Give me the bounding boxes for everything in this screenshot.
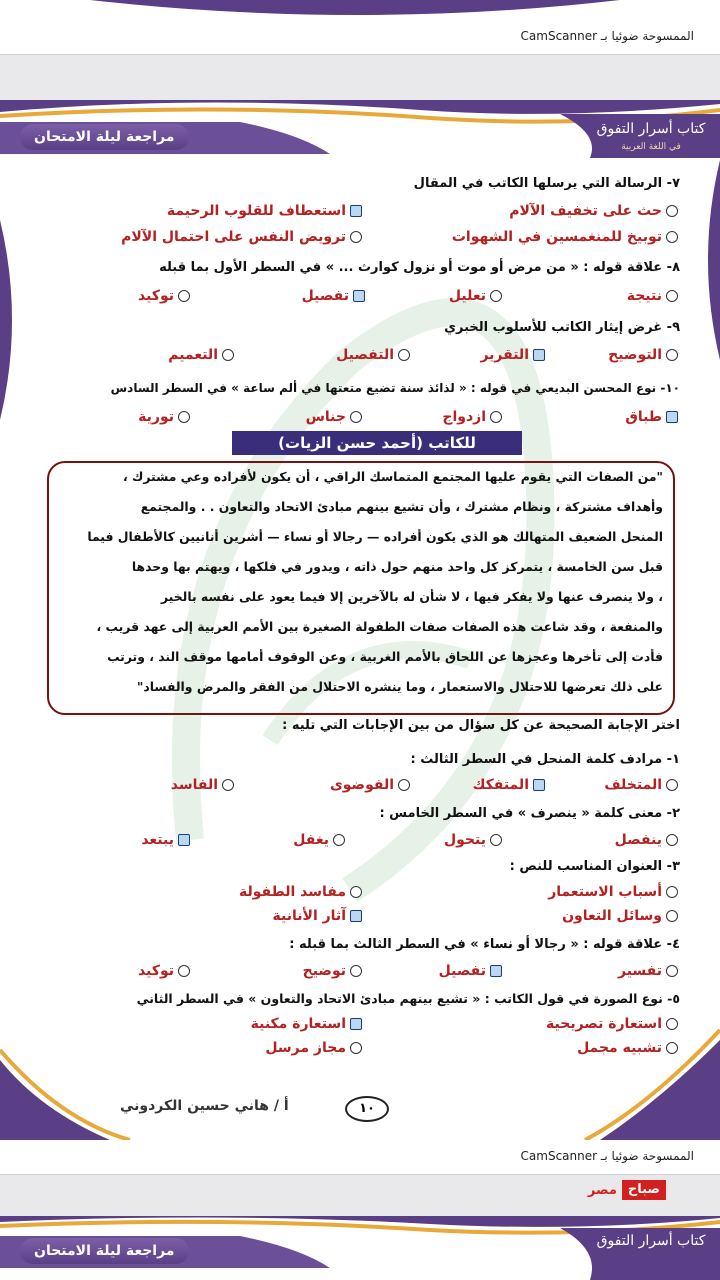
q8-option-a[interactable]: نتيجة xyxy=(627,288,678,304)
radio-icon[interactable] xyxy=(666,290,678,302)
qb3-option-b[interactable]: مفاسد الطفولة xyxy=(239,884,362,900)
footer-decoration xyxy=(0,1020,720,1140)
passage-line: قبل سن الخامسة ، يتمركز كل واحد منهم حول ذاته ، ويدور في فلكها ، ويهتم بها وحدها xyxy=(131,559,663,574)
book-logo xyxy=(596,120,706,164)
radio-selected-icon[interactable] xyxy=(353,290,365,302)
qb4-option-a[interactable]: تفسير xyxy=(618,963,678,979)
radio-icon[interactable] xyxy=(178,290,190,302)
question-9-stem: ٩- غرض إيثار الكاتب للأسلوب الخبري xyxy=(444,320,680,335)
q9-option-d[interactable]: التعميم xyxy=(168,347,234,363)
radio-icon[interactable] xyxy=(666,965,678,977)
qb5-option-a[interactable]: استعارة تصريحية xyxy=(546,1016,678,1032)
book-logo xyxy=(596,1232,706,1276)
qb1-option-c[interactable]: الفوضوى xyxy=(330,777,410,793)
qb4-option-d[interactable]: توكيد xyxy=(138,963,190,979)
q7-option-a[interactable]: حث على تخفيف الآلام xyxy=(509,203,678,219)
q9-option-b[interactable]: التقرير xyxy=(480,347,545,363)
passage-line: وأهداف مشتركة ، ونظام مشترك ، وأن تشيع بينهم مبادئ الاتحاد والتعاون . . والمجتمع xyxy=(140,499,663,514)
q8-option-b[interactable]: تعليل xyxy=(449,288,502,304)
header-band xyxy=(0,114,720,158)
radio-icon[interactable] xyxy=(666,1042,678,1054)
qb1-option-b[interactable]: المتفكك xyxy=(473,777,545,793)
site-name-b: مصر xyxy=(587,1182,617,1198)
review-title: مراجعة ليلة الامتحان xyxy=(20,1238,189,1264)
next-page-remnant xyxy=(0,1216,720,1280)
scanner-caption-bar xyxy=(0,20,720,55)
passage-line: والمنفعة ، وقد شاعت هذه الصفات صفات الطفولة الصغيرة بين الأمم العربية إلى عهد قريب ، xyxy=(96,619,663,634)
radio-selected-icon[interactable] xyxy=(533,349,545,361)
radio-icon[interactable] xyxy=(350,411,362,423)
radio-icon[interactable] xyxy=(666,1018,678,1030)
radio-icon[interactable] xyxy=(398,349,410,361)
radio-selected-icon[interactable] xyxy=(350,910,362,922)
q7-option-b[interactable]: استعطاف للقلوب الرحيمة xyxy=(167,203,362,219)
radio-icon[interactable] xyxy=(666,779,678,791)
radio-selected-icon[interactable] xyxy=(350,1018,362,1030)
radio-icon[interactable] xyxy=(398,779,410,791)
qb2-option-d[interactable]: يبتعد xyxy=(141,832,190,848)
question-b2-stem: ٢- معنى كلمة « ينصرف » في السطر الخامس : xyxy=(379,806,680,821)
q7-option-c[interactable]: توبيخ للمنغمسين في الشهوات xyxy=(452,229,678,245)
qb5-option-b[interactable]: استعارة مكنية xyxy=(251,1016,362,1032)
radio-icon[interactable] xyxy=(350,965,362,977)
radio-icon[interactable] xyxy=(490,411,502,423)
radio-icon[interactable] xyxy=(222,779,234,791)
qb5-option-d[interactable]: مجاز مرسل xyxy=(265,1040,362,1056)
reading-passage xyxy=(47,461,675,715)
review-title: مراجعة ليلة الامتحان xyxy=(20,124,189,150)
passage-line: فأدت إلى تأخرها وعجزها عن اللحاق بالأمم الغربية ، وعن الوقوف أمامها موقف الند ، وترتب xyxy=(107,649,663,664)
passage-line: المنحل الضعيف المتهالك هو الذي يكون أفراده — رجالا أو نساء — أشرين أنانيين كالأطفال فيما xyxy=(87,529,663,544)
qb4-option-c[interactable]: توضيح xyxy=(303,963,362,979)
q10-option-a[interactable]: طباق xyxy=(625,409,678,425)
radio-selected-icon[interactable] xyxy=(350,205,362,217)
radio-icon[interactable] xyxy=(350,886,362,898)
radio-icon[interactable] xyxy=(222,349,234,361)
left-border-decoration xyxy=(0,220,30,420)
radio-icon[interactable] xyxy=(178,965,190,977)
radio-icon[interactable] xyxy=(333,834,345,846)
radio-selected-icon[interactable] xyxy=(178,834,190,846)
q10-option-c[interactable]: جناس xyxy=(306,409,362,425)
passage-line: "من الصفات التي يقوم عليها المجتمع المتماسك الراقي ، أن يكون لأفراده وعي مشترك ، xyxy=(122,469,663,484)
scanner-caption-bar xyxy=(0,1140,720,1175)
author-title: للكاتب (أحمد حسن الزيات) xyxy=(232,431,522,455)
qb3-option-d[interactable]: آثار الأنانية xyxy=(273,908,362,924)
prev-page-wave xyxy=(0,0,720,20)
qb2-option-c[interactable]: يغفل xyxy=(293,832,345,848)
scanner-caption: الممسوحة ضوئيا بـ CamScanner xyxy=(520,1149,694,1163)
radio-icon[interactable] xyxy=(350,231,362,243)
scanner-caption: الممسوحة ضوئيا بـ CamScanner xyxy=(520,29,694,43)
radio-icon[interactable] xyxy=(666,205,678,217)
passage-line: ، ولا ينصرف عنها ولا يفكر فيها ، لا شأن له بالآخرين إلا فيما يعود على نفسه بالخير xyxy=(160,589,663,604)
radio-selected-icon[interactable] xyxy=(533,779,545,791)
qb1-option-d[interactable]: الفاسد xyxy=(171,777,234,793)
question-b3-stem: ٣- العنوان المناسب للنص : xyxy=(509,859,680,874)
qb4-option-b[interactable]: تفصيل xyxy=(439,963,502,979)
q8-option-d[interactable]: توكيد xyxy=(138,288,190,304)
question-b1-stem: ١- مرادف كلمة المنحل في السطر الثالث : xyxy=(410,752,680,767)
q7-option-d[interactable]: ترويض النفس على احتمال الآلام xyxy=(121,229,362,245)
instruction-text: اختر الإجابة الصحيحة عن كل سؤال من بين الإجابات التي تليه : xyxy=(282,718,680,733)
teacher-name: أ / هاني حسين الكردوني xyxy=(120,1098,289,1114)
radio-icon[interactable] xyxy=(490,834,502,846)
question-b5-stem: ٥- نوع الصورة في قول الكاتب : « تشيع بينهم مبادئ الاتحاد والتعاون » في السطر الثاني xyxy=(136,991,680,1006)
radio-icon[interactable] xyxy=(666,910,678,922)
radio-icon[interactable] xyxy=(666,349,678,361)
site-name-a: صباح xyxy=(622,1180,666,1200)
page-number: ١٠ xyxy=(345,1096,389,1122)
qb3-option-a[interactable]: أسباب الاستعمار xyxy=(548,884,678,900)
radio-icon[interactable] xyxy=(666,834,678,846)
qb2-option-a[interactable]: ينفصل xyxy=(615,832,678,848)
q8-option-c[interactable]: تفصيل xyxy=(302,288,365,304)
q10-option-b[interactable]: ازدواج xyxy=(442,409,502,425)
radio-icon[interactable] xyxy=(350,1042,362,1054)
question-8-stem: ٨- علاقة قوله : « من مرض أو موت أو نزول كوارث ... » في السطر الأول بما قبله xyxy=(159,260,680,275)
radio-icon[interactable] xyxy=(666,231,678,243)
radio-icon[interactable] xyxy=(490,290,502,302)
q9-option-c[interactable]: التفصيل xyxy=(336,347,410,363)
qb1-option-a[interactable]: المتخلف xyxy=(604,777,678,793)
q10-option-d[interactable]: تورية xyxy=(138,409,190,425)
passage-line: على ذلك تعرضها للاحتلال والاستعمار ، وما ينشره الاحتلال من الفقر والمرض والفساد" xyxy=(136,679,663,694)
radio-icon[interactable] xyxy=(666,886,678,898)
radio-selected-icon[interactable] xyxy=(666,411,678,423)
question-7-stem: ٧- الرسالة التي يرسلها الكاتب في المقال xyxy=(413,176,680,191)
radio-icon[interactable] xyxy=(178,411,190,423)
qb5-option-c[interactable]: تشبيه مجمل xyxy=(577,1040,678,1056)
logo-line2: في اللغة العربية xyxy=(621,142,681,152)
site-watermark xyxy=(583,1180,666,1200)
question-b4-stem: ٤- علاقة قوله : « رجالا أو نساء » في السطر الثالث بما قبله : xyxy=(289,937,680,952)
previous-page-remnant xyxy=(0,0,720,20)
question-10-stem: ١٠- نوع المحسن البديعي في قوله : « لذائذ سنة تضيع متعتها في ألم ساعة » في السطر السادس xyxy=(110,381,680,395)
qb2-option-b[interactable]: يتحول xyxy=(444,832,502,848)
right-border-decoration xyxy=(696,160,720,360)
logo-line1: كتاب أسرار التفوق xyxy=(596,121,706,137)
logo-line1: كتاب أسرار التفوق xyxy=(596,1233,706,1249)
radio-selected-icon[interactable] xyxy=(490,965,502,977)
q9-option-a[interactable]: التوضيح xyxy=(608,347,678,363)
qb3-option-c[interactable]: وسائل التعاون xyxy=(562,908,678,924)
